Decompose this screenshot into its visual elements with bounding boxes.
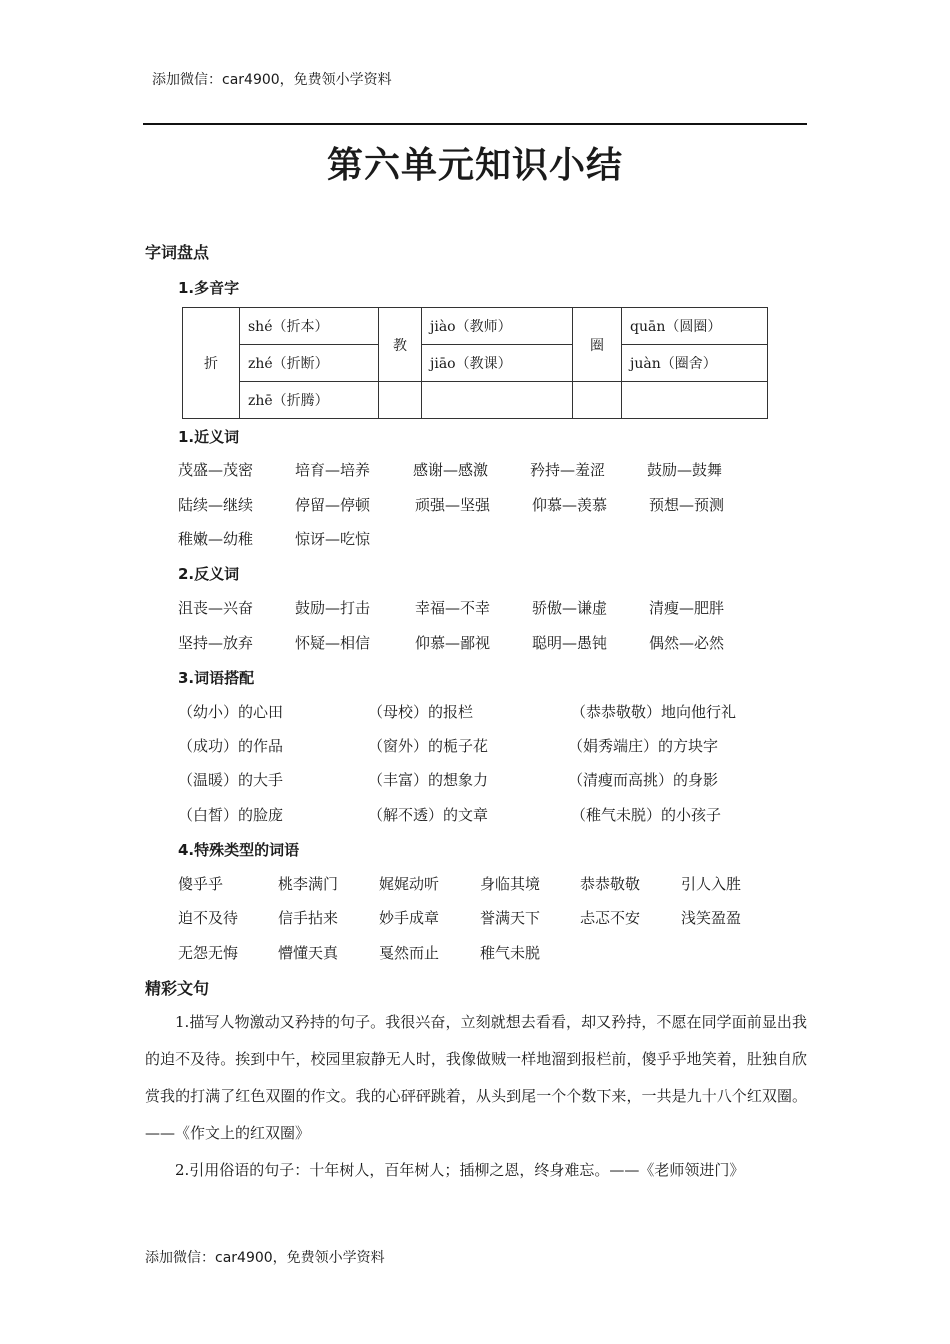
empty-cell xyxy=(422,382,573,419)
idiom: 信手拈来 xyxy=(278,909,339,927)
word-pair: 培育—培养 xyxy=(295,461,371,479)
polyphone-heading: 1.多音字 xyxy=(178,279,240,297)
word-pair: 停留—停顿 xyxy=(295,496,371,514)
polyphone-reading: jiào（教师） xyxy=(422,308,573,345)
special-words-heading: 4.特殊类型的词语 xyxy=(178,841,300,859)
collocation: （窗外）的栀子花 xyxy=(368,737,489,755)
quote-paragraph: 2.引用俗语的句子：十年树人，百年树人；插柳之恩，终身难忘。——《老师领进门》 xyxy=(175,1161,745,1179)
word-pair: 偶然—必然 xyxy=(649,634,725,652)
word-pair: 茂盛—茂密 xyxy=(178,461,254,479)
collocation: （成功）的作品 xyxy=(178,737,284,755)
word-pair: 预想—预测 xyxy=(649,496,725,514)
word-pair: 惊讶—吃惊 xyxy=(295,530,371,548)
word-pair: 坚持—放弃 xyxy=(178,634,254,652)
header-divider xyxy=(143,123,807,125)
idiom: 迫不及待 xyxy=(178,909,239,927)
collocation: （恭恭敬敬）地向他行礼 xyxy=(571,703,737,721)
collocation: （解不透）的文章 xyxy=(368,806,489,824)
collocation: （清瘦而高挑）的身影 xyxy=(568,771,719,789)
word-pair: 仰慕—鄙视 xyxy=(415,634,491,652)
idiom: 浅笑盈盈 xyxy=(681,909,742,927)
idiom: 身临其境 xyxy=(480,875,541,893)
word-pair: 陆续—继续 xyxy=(178,496,254,514)
collocation: （娟秀端庄）的方块字 xyxy=(568,737,719,755)
polyphone-table xyxy=(182,307,768,419)
polyphone-reading: zhé（折断） xyxy=(240,345,379,382)
polyphone-reading: shé（折本） xyxy=(240,308,379,345)
idiom: 引人入胜 xyxy=(681,875,742,893)
word-pair: 感谢—感激 xyxy=(413,461,489,479)
idiom: 恭恭敬敬 xyxy=(580,875,641,893)
empty-cell xyxy=(573,382,622,419)
word-pair: 骄傲—谦虚 xyxy=(532,599,608,617)
polyphone-reading: zhē（折腾） xyxy=(240,382,379,419)
idiom: 懵懂天真 xyxy=(278,944,339,962)
collocation: （丰富）的想象力 xyxy=(368,771,489,789)
collocation: （幼小）的心田 xyxy=(178,703,284,721)
idiom: 忐忑不安 xyxy=(580,909,641,927)
idiom: 无怨无悔 xyxy=(178,944,239,962)
empty-cell xyxy=(379,382,422,419)
collocation-heading: 3.词语搭配 xyxy=(178,669,255,687)
synonym-heading: 1.近义词 xyxy=(178,428,240,446)
quote-paragraph: 1.描写人物激动又矜持的句子。我很兴奋，立刻就想去看看，却又矜持，不愿在同学面前显出我的迫不及待。挨到中午，校园里寂静无人时，我像做贼一样地溜到报栏前，傻乎乎地笑着，肚独自欣赏我的打满了红色双圈的作文。我的心砰砰跳着，从头到尾一个个数下来，一共是九十八个红双圈。——《作文上的红双圈》 xyxy=(145,1013,807,1142)
footer-note: 添加微信：car4900，免费领小学资料 xyxy=(145,1250,385,1266)
empty-cell xyxy=(622,382,768,419)
word-pair: 沮丧—兴奋 xyxy=(178,599,254,617)
word-pair: 幸福—不幸 xyxy=(415,599,491,617)
word-pair: 仰慕—羡慕 xyxy=(532,496,608,514)
word-pair: 怀疑—相信 xyxy=(295,634,371,652)
polyphone-reading: juàn（圈舍） xyxy=(622,345,768,382)
word-pair: 鼓励—鼓舞 xyxy=(647,461,723,479)
collocation: （白皙）的脸庞 xyxy=(178,806,284,824)
word-pair: 鼓励—打击 xyxy=(295,599,371,617)
polyphone-char: 教 xyxy=(379,308,422,382)
section-heading-words: 字词盘点 xyxy=(145,243,210,262)
word-pair: 顽强—坚强 xyxy=(415,496,491,514)
idiom: 稚气未脱 xyxy=(480,944,541,962)
page-title: 第六单元知识小结 xyxy=(326,144,623,186)
polyphone-reading: jiāo（教课） xyxy=(422,345,573,382)
section-heading-sentences: 精彩文句 xyxy=(145,979,210,998)
collocation: （稚气未脱）的小孩子 xyxy=(571,806,722,824)
word-pair: 稚嫩—幼稚 xyxy=(178,530,254,548)
idiom: 妙手成章 xyxy=(379,909,440,927)
word-pair: 聪明—愚钝 xyxy=(532,634,608,652)
header-note: 添加微信：car4900，免费领小学资料 xyxy=(152,72,392,88)
word-pair: 矜持—羞涩 xyxy=(530,461,606,479)
antonym-heading: 2.反义词 xyxy=(178,565,240,583)
polyphone-char: 折 xyxy=(183,308,240,419)
collocation: （母校）的报栏 xyxy=(368,703,474,721)
idiom: 傻乎乎 xyxy=(178,875,224,893)
polyphone-char: 圈 xyxy=(573,308,622,382)
idiom: 桃李满门 xyxy=(278,875,339,893)
word-pair: 清瘦—肥胖 xyxy=(649,599,725,617)
collocation: （温暖）的大手 xyxy=(178,771,284,789)
polyphone-reading: quān（圆圈） xyxy=(622,308,768,345)
idiom: 戛然而止 xyxy=(379,944,440,962)
idiom: 娓娓动听 xyxy=(379,875,440,893)
idiom: 誉满天下 xyxy=(480,909,541,927)
